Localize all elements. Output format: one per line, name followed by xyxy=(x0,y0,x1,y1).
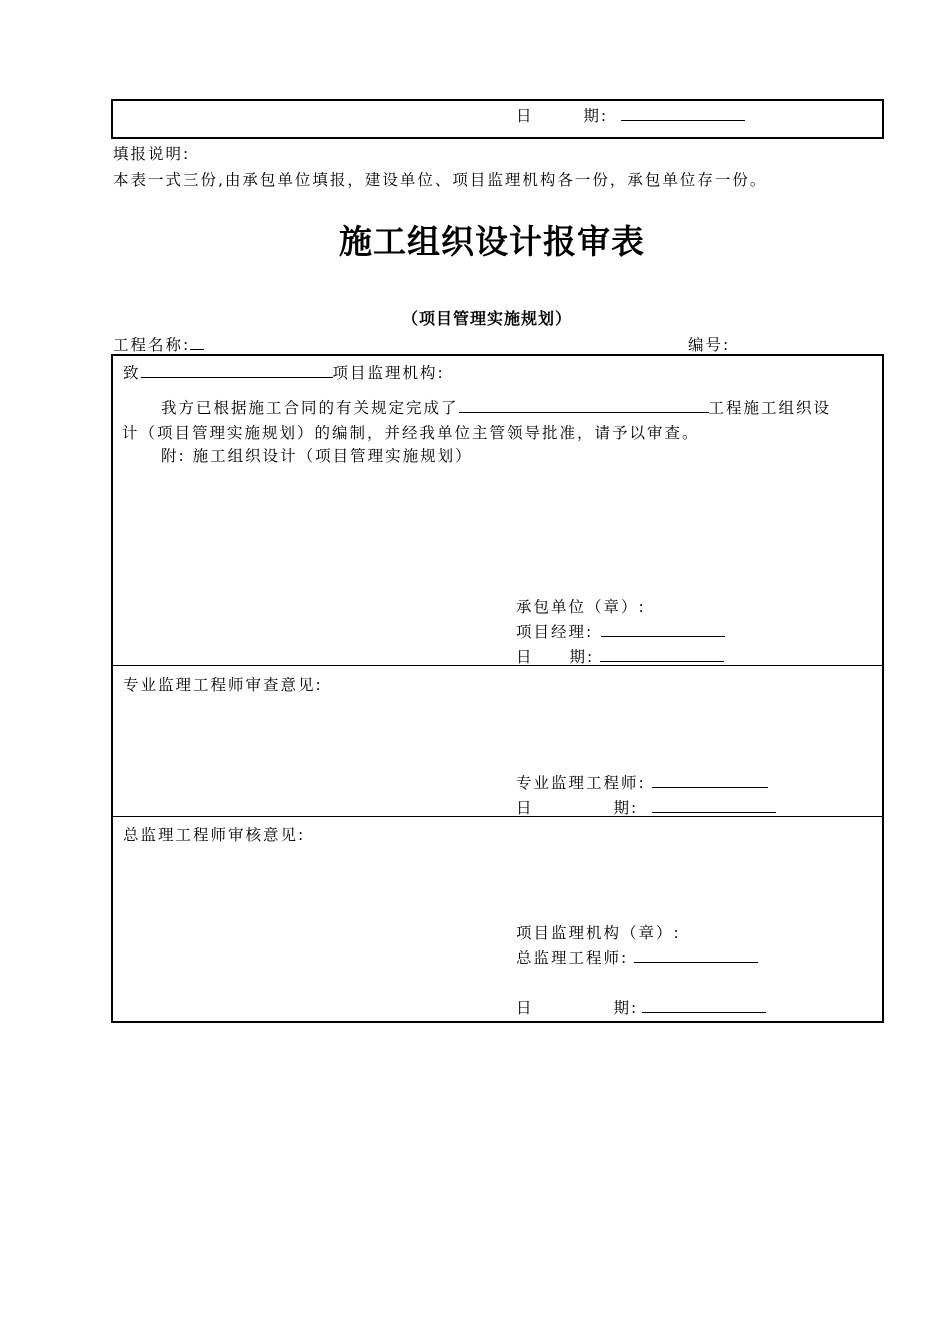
chief-date-field[interactable] xyxy=(642,998,766,1013)
specialist-engineer-field[interactable] xyxy=(652,773,768,788)
note-text: 本表一式三份,由承包单位填报，建设单位、项目监理机构各一份，承包单位存一份。 xyxy=(113,171,768,189)
project-field[interactable] xyxy=(459,398,709,413)
chief-engineer-field[interactable] xyxy=(634,948,758,963)
page-title: 施工组织设计报审表 xyxy=(339,222,645,261)
specialist-date-row xyxy=(516,796,776,818)
prev-date-label-2: 期: xyxy=(583,107,609,125)
attachment-line: 附: 施工组织设计（项目管理实施规划） xyxy=(161,447,473,465)
supervision-stamp-label: 项目监理机构（章）: xyxy=(516,924,681,942)
contractor-date-field[interactable] xyxy=(600,647,724,662)
project-name-label xyxy=(113,333,204,355)
to-suffix: 项目监理机构: xyxy=(332,364,445,382)
page-subtitle: （项目管理实施规划） xyxy=(402,309,573,328)
contractor-date-row xyxy=(516,645,724,667)
specialist-opinion-label: 专业监理工程师审查意见: xyxy=(123,676,323,694)
project-name-text: 工程名称: xyxy=(113,336,191,354)
project-manager-row xyxy=(516,620,725,642)
specialist-engineer-row xyxy=(516,771,768,793)
chief-date-2: 期: xyxy=(613,999,639,1017)
addressee-line xyxy=(123,361,445,383)
chief-engineer-label: 总监理工程师: xyxy=(516,949,629,967)
to-prefix: 致 xyxy=(123,364,141,382)
specialist-engineer-label: 专业监理工程师: xyxy=(516,774,646,792)
project-manager-label: 项目经理: xyxy=(516,623,594,641)
body-line-2: 计（项目管理实施规划）的编制，并经我单位主管领导批准，请予以审查。 xyxy=(122,424,700,442)
chief-date-row xyxy=(516,996,766,1018)
prev-date-label xyxy=(516,104,745,126)
chief-date-1: 日 xyxy=(516,999,534,1017)
chief-opinion-label: 总监理工程师审核意见: xyxy=(123,826,306,844)
project-name-line[interactable] xyxy=(190,335,204,350)
specialist-date-2: 期: xyxy=(613,799,639,817)
row-divider-1 xyxy=(112,665,883,666)
number-label: 编号: xyxy=(688,336,731,354)
chief-engineer-row xyxy=(516,946,758,968)
body-line-1 xyxy=(161,396,831,418)
contractor-date-2: 期: xyxy=(569,648,595,666)
body-line-1a: 我方已根据施工合同的有关规定完成了 xyxy=(161,399,459,417)
body-line-1b: 工程施工组织设 xyxy=(708,399,832,417)
addressee-field[interactable] xyxy=(141,363,333,378)
previous-form-box xyxy=(111,99,884,139)
specialist-date-field[interactable] xyxy=(652,798,776,813)
specialist-date-1: 日 xyxy=(516,799,534,817)
note-heading: 填报说明: xyxy=(113,145,191,163)
prev-date-line xyxy=(621,106,745,121)
contractor-stamp-label: 承包单位（章）: xyxy=(516,598,646,616)
prev-date-label-1: 日 xyxy=(516,107,534,125)
project-manager-field[interactable] xyxy=(601,622,725,637)
contractor-date-1: 日 xyxy=(516,648,534,666)
